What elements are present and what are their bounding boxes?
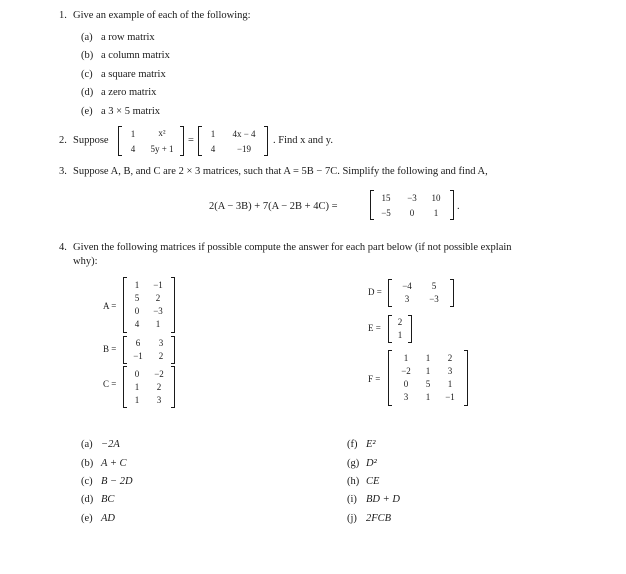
q1-item-c-text: a square matrix xyxy=(101,69,166,80)
matrix-b xyxy=(123,336,175,364)
matrix-cell: −2 xyxy=(401,366,411,376)
matrix-cell: 4 xyxy=(130,144,136,154)
matrix-cell: 4x − 4 xyxy=(232,129,256,139)
matrix-cell: 0 xyxy=(403,379,409,389)
matrix-cell: −3 xyxy=(407,193,417,203)
matrix-cell: 1 xyxy=(425,353,431,363)
q1-item-d-label: (d) xyxy=(81,87,94,98)
q3-matrix xyxy=(370,190,454,220)
part-g-text: D² xyxy=(366,458,377,469)
matrix-cell: x² xyxy=(158,128,166,138)
matrix-cell: 5y + 1 xyxy=(150,144,174,154)
q3-expression: 2(A − 3B) + 7(A − 2B + 4C) = xyxy=(209,201,338,212)
matrix-cell: 5 xyxy=(431,281,437,291)
matrix-cell: 3 xyxy=(158,338,164,348)
part-b-text: A + C xyxy=(101,458,127,469)
matrix-cell: 4 xyxy=(134,319,140,329)
matrix-d-label: D = xyxy=(368,287,382,297)
matrix-cell: 1 xyxy=(403,353,409,363)
part-i-text: BD + D xyxy=(366,494,400,505)
q2-tail: . Find x and y. xyxy=(273,135,333,146)
q2-number: 2. xyxy=(59,135,67,146)
matrix-cell: 2 xyxy=(155,293,161,303)
matrix-f xyxy=(388,350,468,406)
matrix-cell: 1 xyxy=(425,366,431,376)
matrix-cell: 2 xyxy=(158,351,164,361)
matrix-b-label: B = xyxy=(103,344,117,354)
matrix-cell: 1 xyxy=(425,392,431,402)
q4-text-line2: why): xyxy=(73,256,98,267)
part-h-text: CE xyxy=(366,476,380,487)
matrix-cell: −2 xyxy=(154,369,164,379)
matrix-e-label: E = xyxy=(368,323,381,333)
matrix-cell: 1 xyxy=(433,208,439,218)
matrix-cell: −19 xyxy=(236,144,252,154)
part-f-text: E² xyxy=(366,439,376,450)
q1-item-e-label: (e) xyxy=(81,106,93,117)
q1-item-b-label: (b) xyxy=(81,50,94,61)
matrix-cell: 10 xyxy=(431,193,441,203)
matrix-cell: −1 xyxy=(133,351,143,361)
part-a-label: (a) xyxy=(81,439,93,450)
matrix-cell: 2 xyxy=(447,353,453,363)
matrix-cell: 3 xyxy=(404,294,410,304)
q4-number: 4. xyxy=(59,242,67,253)
q1-number: 1. xyxy=(59,10,67,21)
matrix-cell: 1 xyxy=(210,129,216,139)
matrix-f-label: F = xyxy=(368,374,381,384)
part-j-label: (j) xyxy=(347,513,357,524)
q3-end: . xyxy=(457,201,460,212)
matrix-cell: −4 xyxy=(402,281,412,291)
part-f-label: (f) xyxy=(347,439,358,450)
matrix-e xyxy=(388,315,412,343)
part-d-label: (d) xyxy=(81,494,94,505)
matrix-cell: −3 xyxy=(153,306,163,316)
q1-item-a-text: a row matrix xyxy=(101,32,155,43)
matrix-cell: 15 xyxy=(381,193,391,203)
matrix-cell: 0 xyxy=(134,369,140,379)
q1-item-e-text: a 3 × 5 matrix xyxy=(101,106,160,117)
q3-number: 3. xyxy=(59,166,67,177)
q1-item-a-label: (a) xyxy=(81,32,93,43)
q1-item-d-text: a zero matrix xyxy=(101,87,157,98)
q2-lhs-matrix xyxy=(118,126,184,156)
matrix-cell: 0 xyxy=(134,306,140,316)
matrix-cell: 1 xyxy=(134,395,140,405)
matrix-cell: 0 xyxy=(409,208,415,218)
matrix-c-label: C = xyxy=(103,379,117,389)
q1-item-b-text: a column matrix xyxy=(101,50,170,61)
matrix-cell: 1 xyxy=(134,382,140,392)
q2-rhs-matrix xyxy=(198,126,268,156)
part-e-text: AD xyxy=(101,513,115,524)
part-h-label: (h) xyxy=(347,476,360,487)
part-c-text: B − 2D xyxy=(101,476,133,487)
part-j-text: 2FCB xyxy=(366,513,392,524)
matrix-cell: 3 xyxy=(156,395,162,405)
q1-item-c-label: (c) xyxy=(81,69,93,80)
part-g-label: (g) xyxy=(347,458,360,469)
part-b-label: (b) xyxy=(81,458,94,469)
matrix-a xyxy=(123,277,175,333)
matrix-cell: −3 xyxy=(429,294,439,304)
q2-equals: = xyxy=(188,135,194,146)
part-i-label: (i) xyxy=(347,494,357,505)
matrix-cell: 6 xyxy=(135,338,141,348)
part-c-label: (c) xyxy=(81,476,93,487)
matrix-d xyxy=(388,279,454,307)
matrix-cell: 4 xyxy=(210,144,216,154)
q4-text-line1: Given the following matrices if possible compute the answer for each part below (if not possible explain xyxy=(73,242,512,253)
part-a-text: −2A xyxy=(101,439,120,450)
matrix-cell: 1 xyxy=(134,280,140,290)
matrix-cell: 1 xyxy=(155,319,161,329)
matrix-cell: −1 xyxy=(445,392,455,402)
matrix-cell: 3 xyxy=(403,392,409,402)
q3-text: Suppose A, B, and C are 2 × 3 matrices, such that A = 5B − 7C. Simplify the following and find A, xyxy=(73,166,488,177)
matrix-cell: 1 xyxy=(397,330,403,340)
matrix-cell: 5 xyxy=(425,379,431,389)
matrix-cell: −5 xyxy=(381,208,391,218)
matrix-cell: −1 xyxy=(153,280,163,290)
matrix-c xyxy=(123,366,175,408)
part-e-label: (e) xyxy=(81,513,93,524)
matrix-cell: 5 xyxy=(134,293,140,303)
part-d-text: BC xyxy=(101,494,115,505)
q2-lead: Suppose xyxy=(73,135,109,146)
matrix-cell: 2 xyxy=(156,382,162,392)
matrix-cell: 1 xyxy=(130,129,136,139)
matrix-cell: 3 xyxy=(447,366,453,376)
matrix-cell: 1 xyxy=(447,379,453,389)
q1-text: Give an example of each of the following: xyxy=(73,10,251,21)
matrix-a-label: A = xyxy=(103,301,117,311)
matrix-cell: 2 xyxy=(397,317,403,327)
